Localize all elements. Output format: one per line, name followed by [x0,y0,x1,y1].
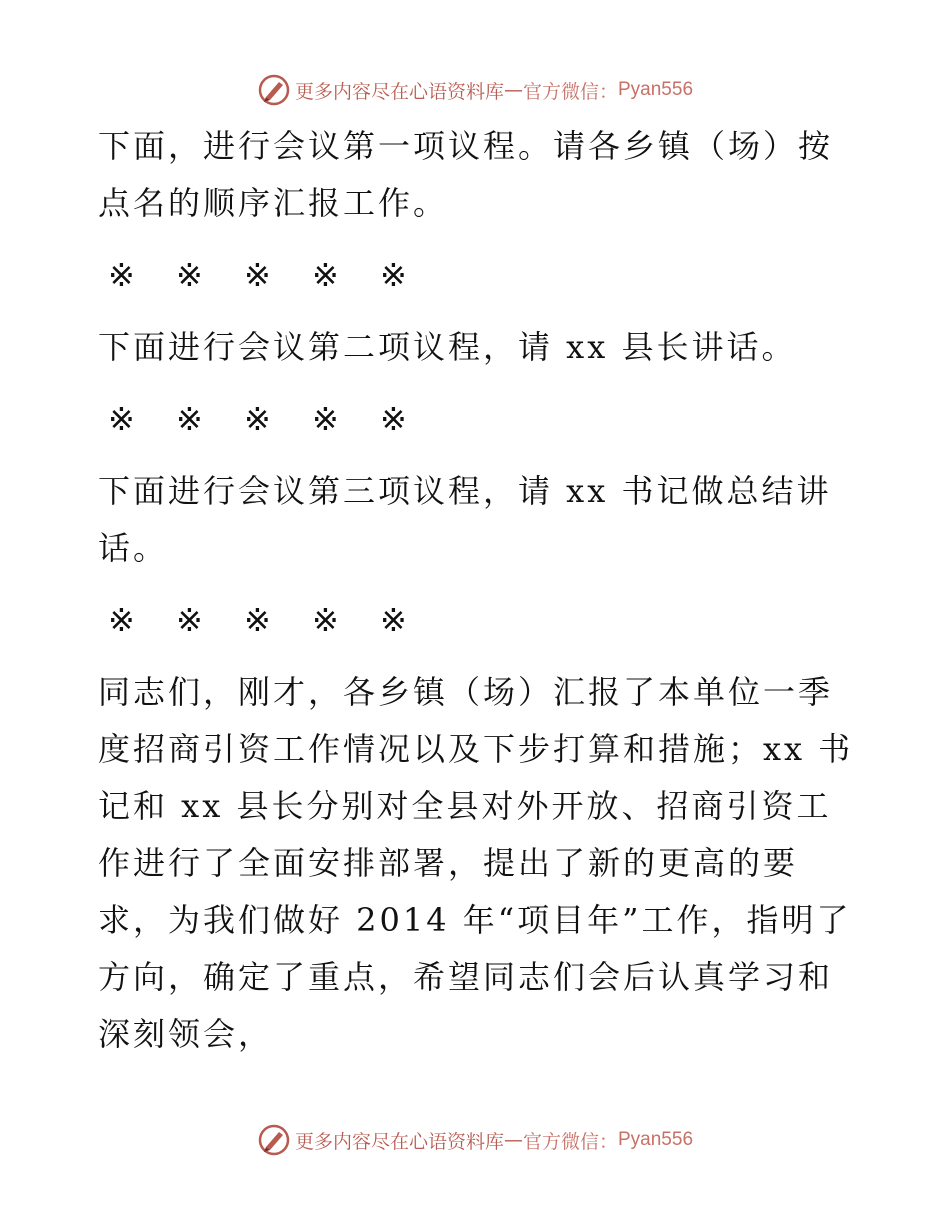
banner-wechat-id: Pyan556 [618,1129,694,1150]
banner-wechat-id: Pyan556 [618,79,694,100]
banner-text: 更多内容尽在心语资料库 [294,80,504,103]
paragraph-agenda-1: 下面，进行会议第一项议程。请各乡镇（场）按点名的顺序汇报工作。 [98,127,834,222]
separator-mark: ※ [176,400,203,438]
separator-marks [98,391,858,448]
banner-wechat-label: 官方微信： [522,1130,618,1153]
banner-wechat-label: 官方微信： [522,80,618,103]
banner-dash: — [503,79,523,101]
separator-mark: ※ [312,256,339,294]
paragraph-agenda-2: 下面进行会议第二项议程，请 xx 县长讲话。 [98,328,797,366]
separator-mark: ※ [108,601,135,639]
separator-mark: ※ [380,601,407,639]
separator-mark: ※ [244,601,271,639]
pen-circle-logo-icon [257,1123,291,1157]
separator-mark: ※ [176,256,203,294]
paragraph-summary: 同志们，刚才，各乡镇（场）汇报了本单位一季度招商引资工作情况以及下步打算和措施；xx 书记和 xx 县长分别对全县对外开放、招商引资工作进行了全面安排部署，提出了新的更高的要求，为我们做好 2014 年“项目年”工作，指明了方向，确定了重点，希望同志们会后认真学习和深刻领会， [98,673,854,1053]
paragraph-agenda-3: 下面进行会议第三项议程，请 xx 书记做总结讲话。 [98,472,832,567]
separator-mark: ※ [244,400,271,438]
pen-circle-logo-icon [257,73,291,107]
document-body [98,118,858,1063]
banner-text: 更多内容尽在心语资料库 [294,1130,504,1153]
separator-marks [98,247,858,304]
separator-mark: ※ [108,256,135,294]
separator-mark: ※ [312,400,339,438]
separator-mark: ※ [380,256,407,294]
header-watermark-banner [0,70,950,110]
separator-mark: ※ [380,400,407,438]
separator-mark: ※ [108,400,135,438]
separator-mark: ※ [244,256,271,294]
separator-mark: ※ [312,601,339,639]
footer-watermark-banner [0,1120,950,1160]
separator-mark: ※ [176,601,203,639]
banner-dash: — [503,1129,523,1151]
separator-marks [98,592,858,649]
